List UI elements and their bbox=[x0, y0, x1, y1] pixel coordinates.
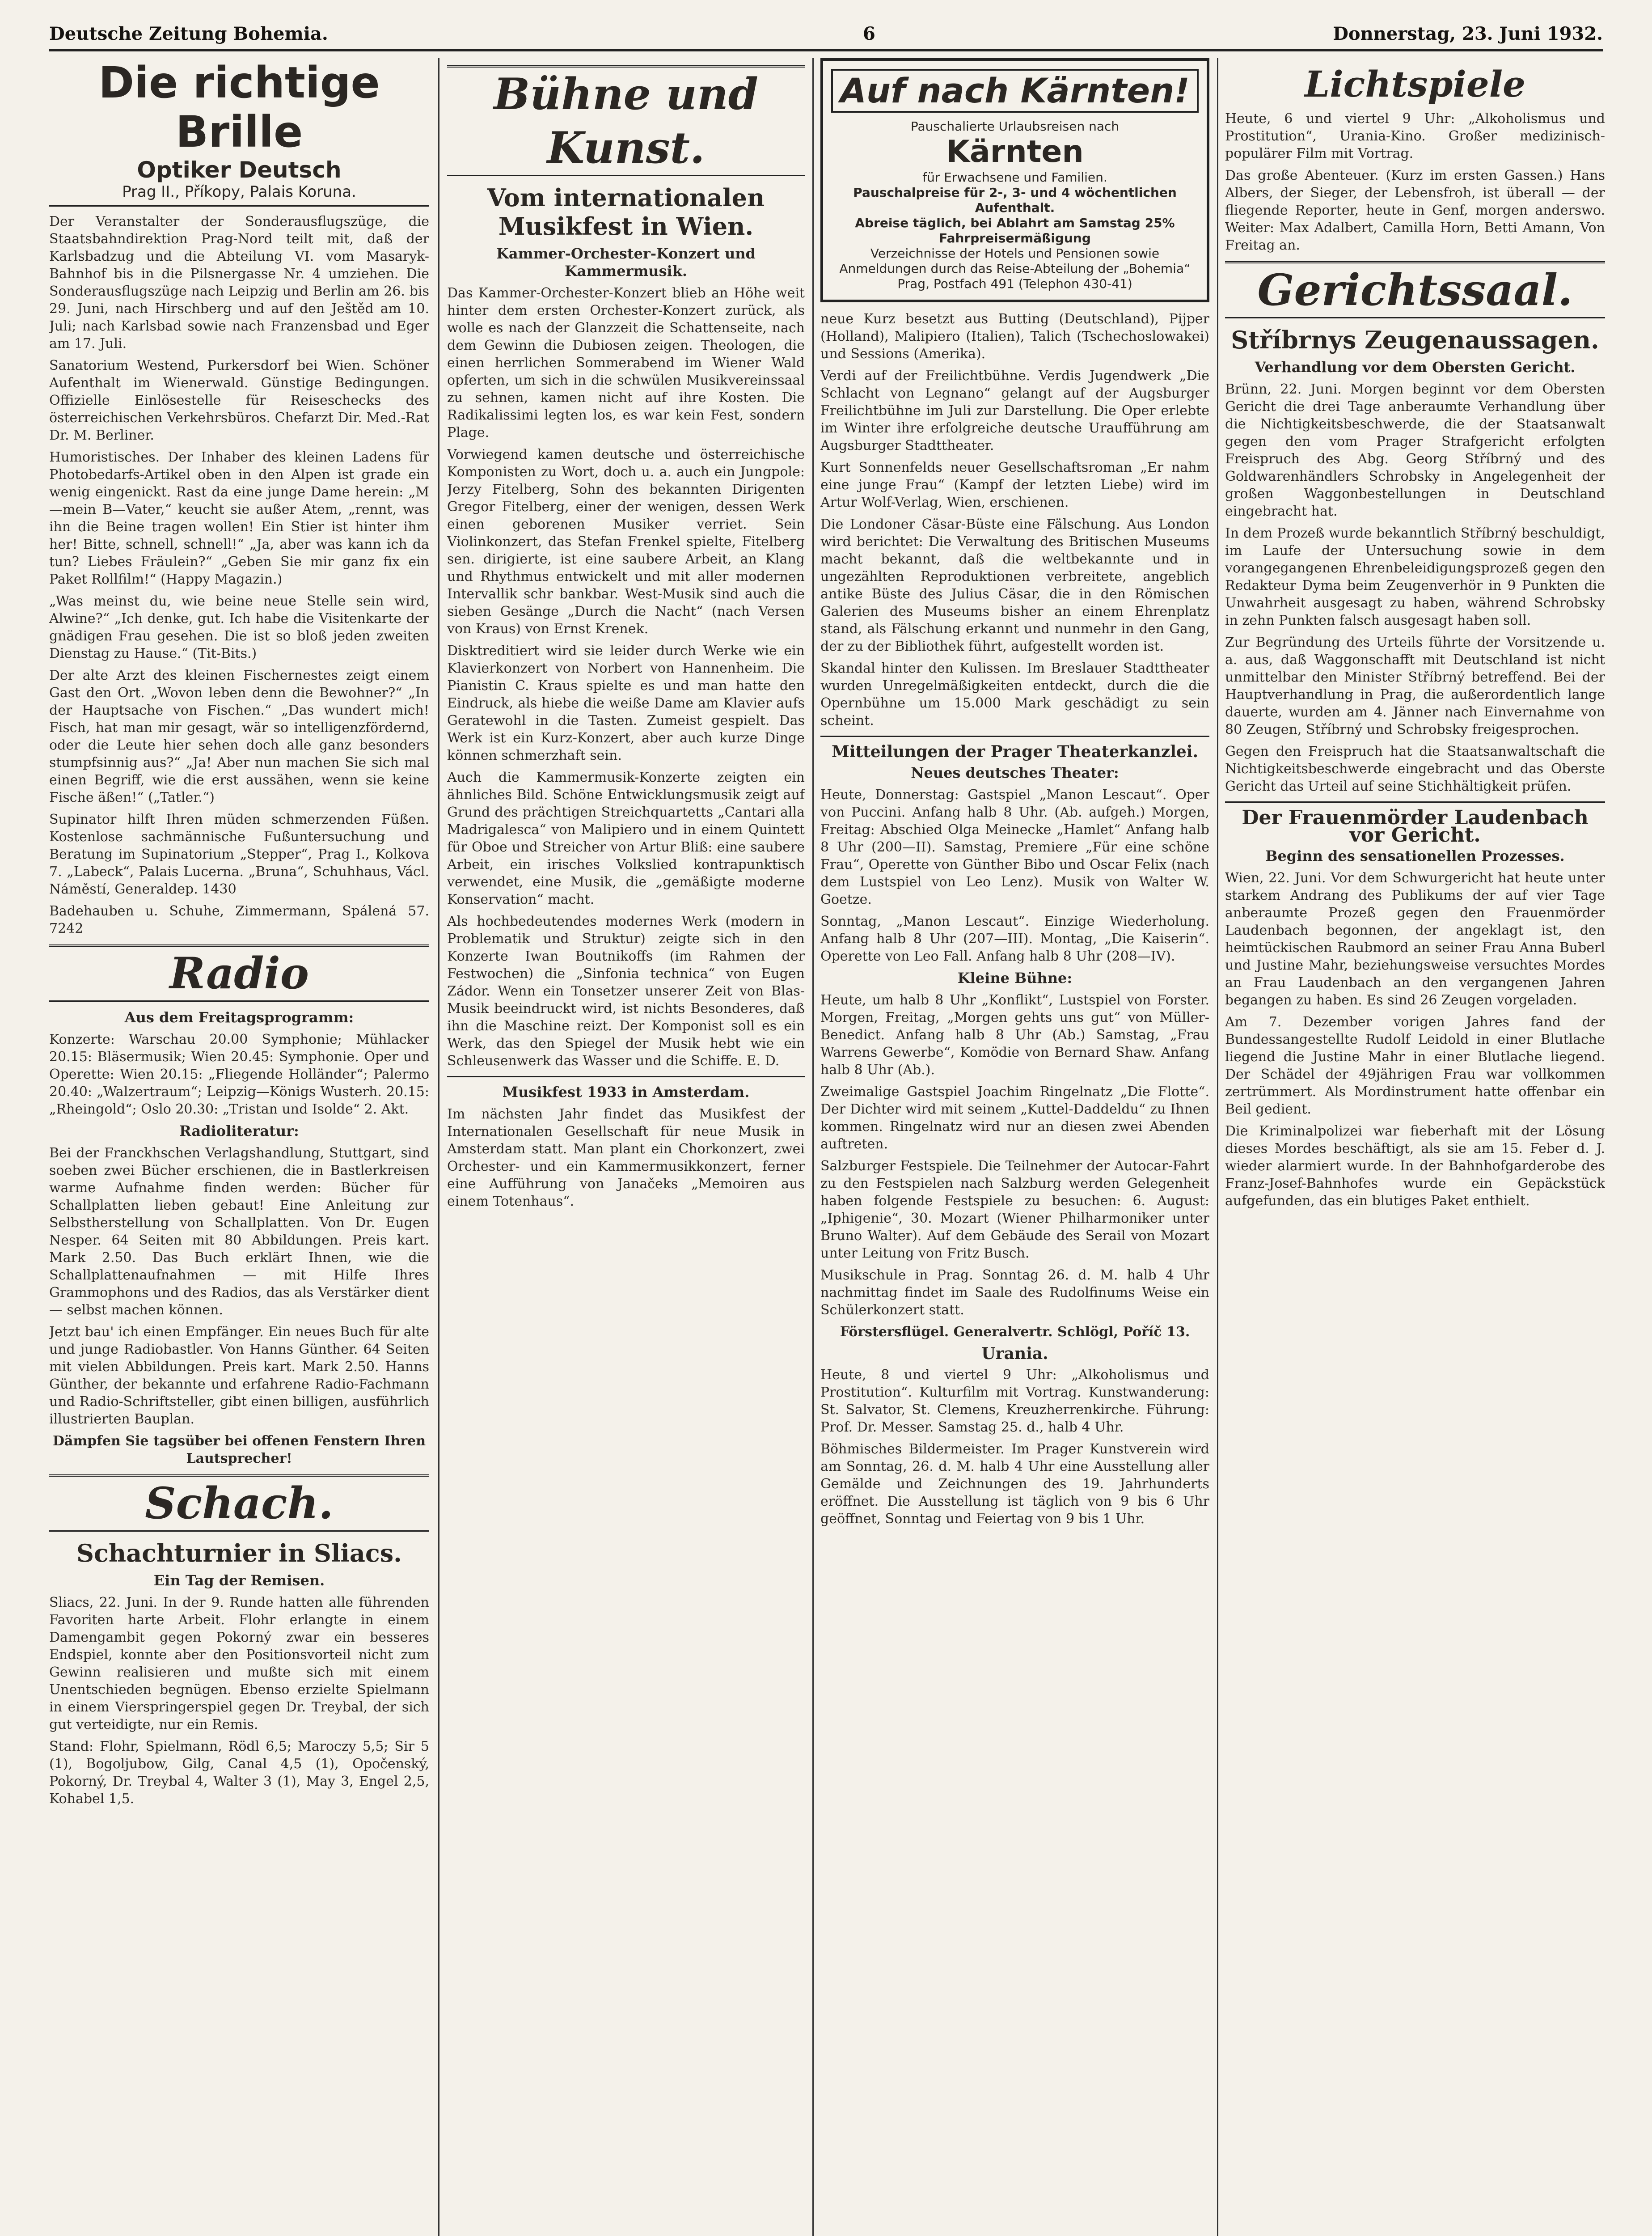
radio-subheading: Aus dem Freitagsprogramm: bbox=[124, 1009, 354, 1026]
column-1 bbox=[49, 58, 429, 2236]
divider bbox=[447, 1076, 805, 1077]
carinthia-ad-title: Auf nach Kärnten! bbox=[831, 69, 1199, 113]
radio-heading: Radio bbox=[49, 944, 429, 1002]
theater-news-heading: Mitteilungen der Prager Theaterkanzlei. bbox=[831, 742, 1199, 761]
article-paragraph: Heute, Donnerstag: Gastspiel „Manon Lescaut“. Oper von Puccini. Anfang halb 8 Uhr. (Ab. aufgeh.) Morgen, Freitag: Abschied Olga Meinecke „Hamlet“ Anfang halb 8 Uhr (200—II). Samstag, Premiere „Für eine schöne Frau“, Operette von Günther Bibo und Oscar Felix (nach dem Lustspiel von Leo Lenz). Musik von Walter W. Goetze. bbox=[820, 787, 1209, 907]
article-paragraph: Konzerte: Warschau 20.00 Symphonie; Mühlacker 20.15: Bläsermusik; Wien 20.45: Symphonie. Oper und Operette: Wien 20.15: „Fliegende Holländer“; Palermo 20.40: „Walzertraum“; Leipzig—Königs Wusterh. 20.15: „Rheingold“; Oslo 20.30: „Tristan und Isolde“ 2. Akt. bbox=[49, 1032, 429, 1117]
cinema-heading: Lichtspiele bbox=[1304, 63, 1526, 105]
article-paragraph: Sliacs, 22. Juni. In der 9. Runde hatten alle führenden Favoriten harte Arbeit. Flohr erlangte in einem Damengambit gegen Pokorný zwar ein besseres Endspiel, konnte aber den Positionsvorteil nicht zum Gewinn realisieren und mußte sich mit einem Unentschieden begnügen. Ebenso erzielte Spielmann in einem Vierspringerspiel gegen Dr. Treybal, der sich gut verteidigte, nur ein Remis. bbox=[49, 1595, 429, 1732]
carinthia-ad-line: für Erwachsene und Familien. bbox=[922, 170, 1107, 185]
article-paragraph: Wien, 22. Juni. Vor dem Schwurgericht hat heute unter starkem Andrang des Publikums der auf vier Tage anberaumte Prozeß gegen den Frauenmörder Laudenbach begonnen, der angeklagt ist, den heimtückischen Raubmord an seiner Frau Anna Buberl und Justine Mahr, beziehungsweise versuchtes Mordes an Frau Laudenbach an den vergangenen Jahren begangen zu haben. Es sind 26 Zeugen vorgeladen. bbox=[1225, 870, 1605, 1008]
article-paragraph: Die Kriminalpolizei war fieberhaft mit der Lösung dieses Mordes beschäftigt, als sie am 15. Feber d. J. wieder alarmiert wurde. In der Bahnhofgarderobe des Franz-Josef-Bahnhofes wurde ein Gepäckstück aufgefunden, das ein blutiges Paket enthielt. bbox=[1225, 1123, 1605, 1209]
article-paragraph: Förstersflügel. Generalvertr. Schlögl, Poříč 13. bbox=[840, 1324, 1190, 1340]
carinthia-travel-ad bbox=[820, 58, 1209, 302]
article-paragraph: Gegen den Freispruch hat die Staatsanwaltschaft die Nichtigkeitsbeschwerde eingebracht und das Oberste Gericht das Urteil auf seine Stichhältigkeit prüfen. bbox=[1225, 744, 1605, 794]
article-paragraph: Der alte Arzt des kleinen Fischernestes zeigt einem Gast den Ort. „Wovon leben denn die Bewohner?“ „In der Hauptsache von Fischen.“ „Das wundert mich! Fisch, hat man mir gesagt, wär so intelligenzfördernd, oder die Leute hier sehen doch alle ganz besonders stumpfsinnig aus?“ „Ja! Aber nun machen Sie sich mal einen Begriff, wie die erst aussähen, wenn sie keine Fische äßen!“ („Tatler.“) bbox=[49, 668, 429, 805]
article-paragraph: Supinator hilft Ihren müden schmerzenden Füßen. Kostenlose sachmännische Fußuntersuchung und Beratung im Supinatorium „Stepper“, Prag I., Kolkova 7. „Labeck“, Palais Lucerna. „Bruna“, Schuhhaus, Václ. Náměstí, Generaldep. 1430 bbox=[49, 812, 429, 897]
optician-ad-address: Prag II., Příkopy, Palais Koruna. bbox=[49, 183, 429, 207]
chess-heading: Schach. bbox=[49, 1474, 429, 1532]
chess-subheading: Schachturnier in Sliacs. bbox=[76, 1539, 402, 1567]
amsterdam-heading: Musikfest 1933 in Amsterdam. bbox=[502, 1084, 750, 1101]
small-stage-heading: Kleine Bühne: bbox=[957, 970, 1073, 987]
paper-name: Deutsche Zeitung Bohemia. bbox=[49, 23, 328, 44]
column-rule bbox=[438, 58, 439, 2236]
article-paragraph: Badehauben u. Schuhe, Zimmermann, Spálená 57. 7242 bbox=[49, 903, 429, 936]
article-paragraph: neue Kurz besetzt aus Butting (Deutschland), Pijper (Holland), Malipiero (Italien), Talich (Tschechoslowakei) und Sessions (Amerika). bbox=[820, 311, 1209, 362]
optician-ad-title: Die richtige Brille bbox=[98, 58, 380, 157]
article-paragraph: Verdi auf der Freilichtbühne. Verdis Jugendwerk „Die Schlacht von Legnano“ gelangt auf der Augsburger Freilichtbühne im Juli zur Darstellung. Die Oper erlebte im Winter ihre erfolgreiche deutsche Uraufführung am Augsburger Stadttheater. bbox=[820, 368, 1209, 453]
article-paragraph: Humoristisches. Der Inhaber des kleinen Ladens für Photobedarfs-Artikel oben in den Alpen ist grade ein wenig eingenickt. Rast da eine junge Dame herein: „M—mein B—Vater,“ keucht sie außer Atem, „rennt, was ihn die Beine tragen wollen! Ein Stier ist hinter ihm her! Bitte, schnell, schnell!“ „Ja, aber was kann ich da tun? Liebes Fräulein?“ „Geben Sie mir ganz fix ein Paket Rollfilm!“ (Happy Magazin.) bbox=[49, 449, 429, 587]
article-paragraph: Vorwiegend kamen deutsche und österreichische Komponisten zu Wort, doch u. a. auch ein Jungpole: Jerzy Fitelberg, Sohn des bekannten Dirigenten Gregor Fitelberg, einer der wenigen, dessen Werk einen geborenen Musiker verriet. Sein Violinkonzert, das Stefan Frenkel spielte, Fitelberg sen. dirigierte, ist eine saubere Arbeit, an Klang und Rhythmus entwickelt und mit aller modernen Intervallik schr bankbar. West-Musik sind auch die sieben Gesänge „Durch die Nacht“ (nach Versen von Kraus) von Ernst Krenek. bbox=[447, 447, 805, 637]
stage-art-heading: Bühne und Kunst. bbox=[447, 65, 805, 176]
article-paragraph: „Was meinst du, wie beine neue Stelle sein wird, Alwine?“ „Ich denke, gut. Ich habe die Visitenkarte der gnädigen Frau gesehen. Die ist so bloß jeden zweiten Dienstag zu Hause.“ (Tit-Bits.) bbox=[49, 593, 429, 661]
article-paragraph: In dem Prozeß wurde bekanntlich Stříbrný beschuldigt, im Laufe der Untersuchung sowie in dem vorangegangenen Ehrenbeleidigungsprozeß gegen den Redakteur Dyma beim Zeugenverhör in 9 Punkten die Unwahrheit ausgesagt zu haben, während Schrobsky in zehn Punkten falsch ausgesagt haben soll. bbox=[1225, 525, 1605, 628]
article-paragraph: Dämpfen Sie tagsüber bei offenen Fenstern Ihren Lautsprecher! bbox=[52, 1433, 426, 1466]
article-paragraph: Das Kammer-Orchester-Konzert blieb an Höhe weit hinter dem ersten Orchester-Konzert zurück, als wolle es nach der Glanzzeit die Schattenseite, nach dem Gewinn die Dubiosen zeigen. Theologen, die einen herrlichen Sommerabend im Wiener Wald opferten, um sich in die schwülen Musikvereinssaal zu sehnen, kamen nicht auf ihre Kosten. Die Radikalissimi legten los, es war kein Fest, sondern Plage. bbox=[447, 285, 805, 440]
article-paragraph: Als hochbedeutendes modernes Werk (modern in Problematik und Struktur) zeigte sich in den Konzerte Iwan Boutnikoffs (im Rahmen der Festwochen) die „Sinfonia technica“ von Eugen Zádor. Wenn ein Tonsetzer unserer Zeit von Blas-Musik beeindruckt wird, ist nichts Besonderes, daß ihn die Maschine reizt. Der Komponist soll es ein Werk, das den Spiegel der Musik hebt wie ein Schleusenwerk das Wasser und die Schiffe. E. D. bbox=[447, 914, 805, 1069]
carinthia-ad-line: Pauschalierte Urlaubsreisen nach bbox=[910, 119, 1120, 134]
article-paragraph: Bei der Franckhschen Verlagshandlung, Stuttgart, sind soeben zwei Bücher erschienen, die in Bastlerkreisen warme Aufnahme finden werden: Bücher für Schallplatten lieben gebaut! Eine Anleitung zur Selbstherstellung von Schallplatten. Von Dr. Eugen Nesper. 64 Seiten mit 80 Abbildungen. Preis kart. Mark 2.50. Das Buch erklärt Ihnen, wie die Schallplattenaufnahmen — mit Hilfe Ihres Grammophons und des Radios, das als Verstärker dient — selbst machen können. bbox=[49, 1145, 429, 1318]
page-number: 6 bbox=[863, 23, 875, 44]
article-paragraph: Auch die Kammermusik-Konzerte zeigten ein ähnliches Bild. Schöne Entwicklungsmusik zeigt auf Grund des prächtigen Streichquartetts „Cantari alla Madrigalesca“ von Malipiero und in einem Quintett für Oboe und Streicher von Artur Bliß: eine saubere Arbeit, ein irisches Volkslied kontrapunktisch verwendet, eine Musik, die „gemäßigte moderne Konservation“ macht. bbox=[447, 770, 805, 907]
article-paragraph: Heute, 8 und viertel 9 Uhr: „Alkoholismus und Prostitution“. Kulturfilm mit Vortrag. Kunstwanderung: St. Salvator, St. Clemens, Kreuzherrenkirche. Führung: Prof. Dr. Messer. Samstag 25. d., halb 4 Uhr. bbox=[820, 1367, 1209, 1435]
article-paragraph: Heute, 6 und viertel 9 Uhr: „Alkoholismus und Prostitution“, Urania-Kino. Großer medizinisch-populärer Film mit Vortrag. bbox=[1225, 111, 1605, 161]
carinthia-ad-line: Pauschalpreise für 2-, 3- und 4 wöchentlichen Aufenthalt. bbox=[853, 185, 1177, 215]
carinthia-ad-line: Verzeichnisse der Hotels und Pensionen sowie Anmeldungen durch das Reise-Abteilung der „Bohemia“ Prag, Postfach 491 (Telephon 430-41) bbox=[839, 246, 1191, 291]
music-festival-heading: Vom internationalen Musikfest in Wien. bbox=[487, 183, 765, 241]
article-paragraph: Im nächsten Jahr findet das Musikfest der Internationalen Gesellschaft für neue Musik in Amsterdam statt. Man plant ein Chorkonzert, zwei Orchester- und ein Kammermusikkonzert, ferner eine Aufführung von Janačeks „Memoiren aus einem Totenhaus“. bbox=[447, 1106, 805, 1209]
article-paragraph: Sonntag, „Manon Lescaut“. Einzige Wiederholung. Anfang halb 8 Uhr (207—III). Montag, „Die Kaiserin“. Operette von Leo Fall. Anfang halb 8 Uhr (208—IV). bbox=[820, 914, 1209, 964]
column-4 bbox=[1225, 58, 1605, 2236]
column-3 bbox=[820, 58, 1209, 2236]
court-small-heading: Verhandlung vor dem Obersten Gericht. bbox=[1255, 359, 1576, 376]
article-paragraph: Heute, um halb 8 Uhr „Konflikt“, Lustspiel von Forster. Morgen, Freitag, „Morgen gehts uns gut“ von Müller-Benedict. Anfang halb 8 Uhr (Ab.) Samstag, „Frau Warrens Gewerbe“, Komödie von Bernard Shaw. Anfang halb 8 Uhr (Ab.). bbox=[820, 992, 1209, 1078]
article-paragraph: Zur Begründung des Urteils führte der Vorsitzende u. a. aus, daß Waggonschafft mit Deutschland ist nicht unmittelbar den Minister Stříbrný betreffend. Bei der Hauptverhandlung in Prag, die außerordentlich lange dauerte, wurden am 4. Jänner nach Einvernahme von 80 Zeugen, Stříbrný und Schrobsky freigesprochen. bbox=[1225, 635, 1605, 737]
article-paragraph: Skandal hinter den Kulissen. Im Breslauer Stadttheater wurden Unregelmäßigkeiten entdeckt, durch die die Opernbühne um 15.000 Mark geschädigt zu sein scheint. bbox=[820, 661, 1209, 728]
courtroom-heading: Gerichtssaal. bbox=[1225, 261, 1605, 318]
article-paragraph: Zweimalige Gastspiel Joachim Ringelnatz „Die Flotte“. Der Dichter wird mit seinem „Kuttel-Daddeldu“ zu Ihnen kommen. Ringelnatz wird nur an diesen zwei Abenden auftreten. bbox=[820, 1084, 1209, 1152]
article-paragraph: Der Veranstalter der Sonderausflugszüge, die Staatsbahndirektion Prag-Nord teilt mit, daß der Karlsbadzug und die Abteilung VI. vom Masaryk-Bahnhof bis in die Pilsnergasse Nr. 4 umziehen. Die Sonderausflugszüge nach Leipzig und Berlin am 26. bis 29. Juni, nach Hirschberg und auf den Ještěd am 10. Juli; nach Karlsbad sowie nach Franzensbad und Eger am 17. Juli. bbox=[49, 214, 429, 351]
article-paragraph: Böhmisches Bildermeister. Im Prager Kunstverein wird am Sonntag, 26. d. M. halb 4 Uhr eine Ausstellung aller Gemälde und Zeichnungen des 19. Jahrhunderts eröffnet. Die Ausstellung ist täglich von 9 bis 6 Uhr geöffnet, Sonntag und Feiertag von 9 bis 1 Uhr. bbox=[820, 1441, 1209, 1527]
column-rule bbox=[812, 58, 814, 2236]
optician-ad-subtitle: Optiker Deutsch bbox=[137, 157, 342, 183]
carinthia-ad-line: Abreise täglich, bei Ablahrt am Samstag 25% Fahrpreisermäßigung bbox=[855, 216, 1175, 246]
issue-date: Donnerstag, 23. Juni 1932. bbox=[1333, 23, 1603, 44]
radio-literature-heading: Radioliteratur: bbox=[179, 1122, 299, 1139]
article-paragraph: Kurt Sonnenfelds neuer Gesellschaftsroman „Er nahm eine junge Frau“ (Kampf der letzten Liebe) wird im Artur Wolf-Verlag, Wien, erschienen. bbox=[820, 460, 1209, 510]
divider bbox=[820, 736, 1209, 737]
article-paragraph: Jetzt bau' ich einen Empfänger. Ein neues Buch für alte und junge Radiobastler. Von Hanns Günther. 64 Seiten mit vielen Abbildungen. Preis kart. Mark 2.50. Hanns Günther, der bekannte und erfahrene Radio-Fachmann und Radio-Schriftsteller, gibt einen billigen, ausführlich illustrierten Bauplan. bbox=[49, 1324, 429, 1427]
page-header bbox=[49, 18, 1603, 51]
article-paragraph: Am 7. Dezember vorigen Jahres fand der Bundessangestellte Rudolf Leidold in einer Blutlache liegend die Justine Mahr in einer Blutlache liegend. Der Schädel der 49jährigen Frau war vollkommen zertrümmert. Als Mordinstrument hatte offenbar ein Beil gedient. bbox=[1225, 1014, 1605, 1117]
article-paragraph: Sanatorium Westend, Purkersdorf bei Wien. Schöner Aufenthalt im Wienerwald. Günstige Bedingungen. Offizielle Einlösestelle für Reiseschecks des österreichischen Verkehrsbüros. Chefarzt Dir. Med.-Rat Dr. M. Berliner. bbox=[49, 358, 429, 443]
trial-small-heading: Beginn des sensationellen Prozesses. bbox=[1265, 847, 1565, 864]
chess-small-heading: Ein Tag der Remisen. bbox=[153, 1572, 325, 1589]
article-paragraph: Stand: Flohr, Spielmann, Rödl 6,5; Maroczy 5,5; Sir 5 (1), Bogoljubow, Gilg, Canal 4,5 (1), Opočenský, Pokorný, Dr. Treybal 4, Walter 3 (1), May 3, Engel 2,5, Kohabel 1,5. bbox=[49, 1739, 429, 1807]
article-paragraph: Salzburger Festspiele. Die Teilnehmer der Autocar-Fahrt zu den Festspielen nach Salzburg werden Gelegenheit haben folgende Festspiele zu besuchen: 6. August: „Iphigenie“, 30. Mozart (Wiener Philharmoniker unter Bruno Walter). Auf dem Gebäude des Serail von Mozart unter Leitung von Fritz Busch. bbox=[820, 1158, 1209, 1261]
article-paragraph: Die Londoner Cäsar-Büste eine Fälschung. Aus London wird berichtet: Die Verwaltung des Britischen Museums macht bekannt, daß die weltbekannte und in ungezählten Reproduktionen verbreitete, angeblich antike Büste des Julius Cäsar, die in den Römischen Galerien des Museums bisher an einem Ehrenplatz stand, als Fälschung erkannt und nunmehr in den Gang, der zu der Bibliothek führt, aufgestellt worden ist. bbox=[820, 517, 1209, 654]
article-paragraph: Brünn, 22. Juni. Morgen beginnt vor dem Obersten Gericht die drei Tage anberaumte Verhandlung über die Nichtigkeitsbeschwerde, die der Staatsanwalt gegen den vom Prager Strafgericht erfolgten Freispruch des Abg. Georg Stříbrný und des Goldwarenhändlers Schrobsky in Angelegenheit der großen Waggonbestellungen in Deutschland eingebracht hat. bbox=[1225, 381, 1605, 519]
article-paragraph: Musikschule in Prag. Sonntag 26. d. M. halb 4 Uhr nachmittag findet im Saale des Rudolfinums Weise ein Schülerkonzert statt. bbox=[820, 1267, 1209, 1318]
article-paragraph: Das große Abenteuer. (Kurz im ersten Gassen.) Hans Albers, der Sieger, der Lebensfroh, ist überall — der fliegende Reporter, heute in Genf, morgen anderswo. Weiter: Max Adalbert, Camilla Horn, Betti Amann, Von Freitag an. bbox=[1225, 168, 1605, 253]
column-2 bbox=[447, 58, 805, 2236]
concert-subheading: Kammer-Orchester-Konzert und Kammermusik. bbox=[496, 245, 756, 280]
carinthia-ad-region: Kärnten bbox=[946, 134, 1084, 169]
urania-heading: Urania. bbox=[981, 1344, 1048, 1363]
article-paragraph: Disktreditiert wird sie leider durch Werke wie ein Klavierkonzert von Norbert von Hannenheim. Die Pianistin C. Kraus spielte es und man hatte den Eindruck, als hiebe die weiße Dame am Klavier aufs Geratewohl in die Tasten. Zumeist gespielt. Das Werk ist ein Kurz-Konzert, aber auch kurze Dinge können schmerzhaft sein. bbox=[447, 643, 805, 763]
column-rule bbox=[1217, 58, 1218, 2236]
testimony-subheading: Stříbrnys Zeugenaussagen. bbox=[1231, 326, 1599, 354]
theater-subheading: Neues deutsches Theater: bbox=[911, 764, 1119, 781]
divider bbox=[1225, 801, 1605, 803]
murder-trial-heading: Der Frauenmörder Laudenbach vor Gericht. bbox=[1242, 806, 1589, 847]
